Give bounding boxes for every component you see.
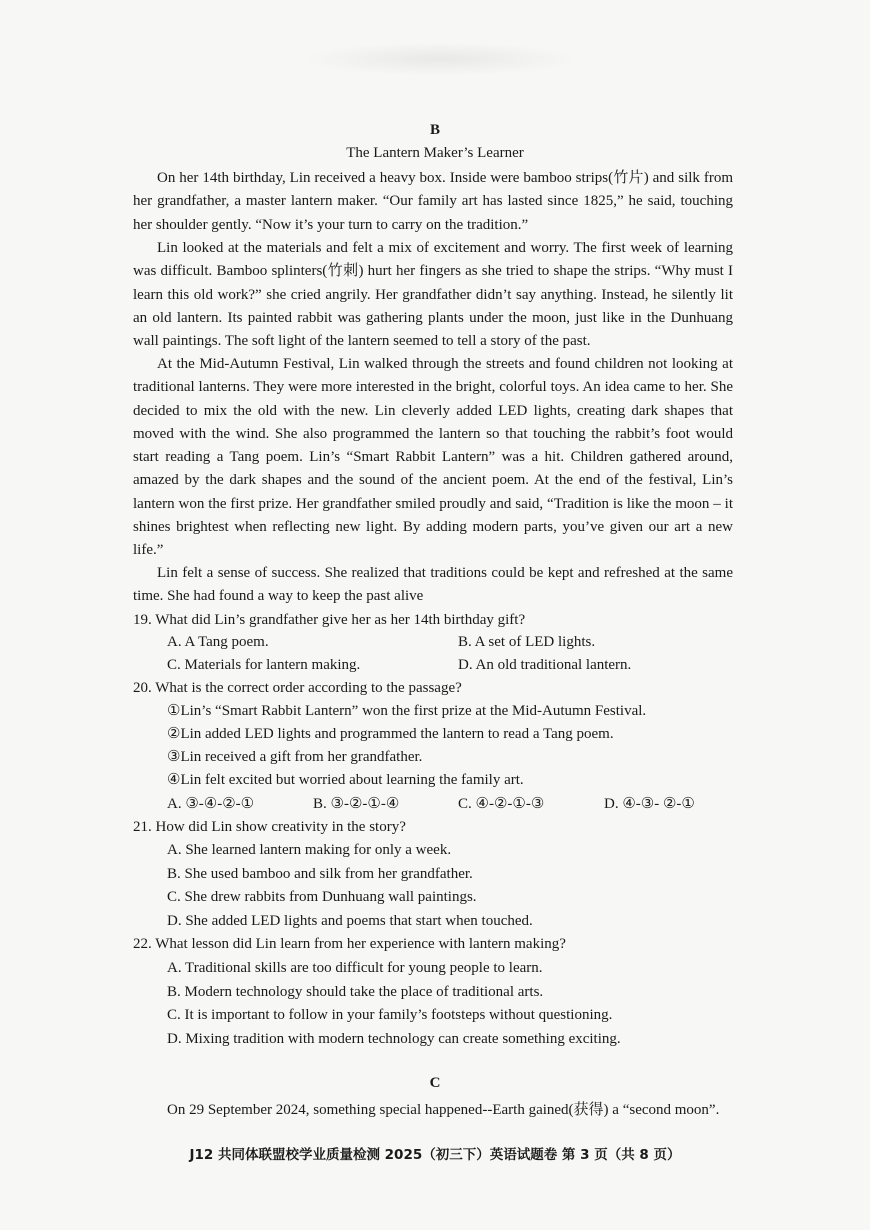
section-c-first-line: On 29 September 2024, something special happened--Earth gained(获得) a “second moon”. bbox=[167, 1102, 720, 1118]
question-21-option-b: B. She used bamboo and silk from her grandfather. bbox=[167, 866, 473, 882]
question-20-option-d: D. ④-③- ②-① bbox=[604, 796, 695, 812]
section-c-letter: C bbox=[429, 1075, 441, 1091]
question-19-option-d: D. An old traditional lantern. bbox=[458, 657, 632, 673]
question-20-event-2: ②Lin added LED lights and programmed the lantern to read a Tang poem. bbox=[167, 726, 614, 742]
paragraph-3: At the Mid-Autumn Festival, Lin walked through the streets and found children not looking at traditional lanterns. They were more interested in the bright, colorful toys. An idea came to her. She decided to mix the old with the new. Lin cleverly added LED lights, creating dark shapes that moved with the wind. She also programmed the lantern so that touching the rabbit’s foot would start reading a Tang poem. Lin’s “Smart Rabbit Lantern” was a hit. Children gathered around, amazed by the dark shapes and the sound of the ancient poem. At the end of the festival, Lin’s lantern won the first prize. Her grandfather smiled proudly and said, “Tradition is like the moon – it shines brightest when reflecting new light. By adding modern parts, you’ve given our art a new life.” bbox=[133, 356, 733, 559]
question-21-option-a: A. She learned lantern making for only a week. bbox=[167, 842, 452, 858]
question-22-option-c: C. It is important to follow in your family’s footsteps without questioning. bbox=[167, 1007, 613, 1023]
page-footer: J12 共同体联盟校学业质量检测 2025（初三下）英语试题卷 第 3 页（共 8 页） bbox=[189, 1147, 681, 1163]
question-19-option-a: A. A Tang poem. bbox=[167, 634, 269, 650]
paragraph-2: Lin looked at the materials and felt a mix of excitement and worry. The first week of learning was difficult. Bamboo splinters(竹刺) hurt her fingers as she tried to shape the strips. “Why must I learn this old work?” she cried angrily. Her grandfather didn’t say anything. Instead, he silently lit an old lantern. Its painted rabbit was gathering plants under the moon, just like in the Dunhuang wall paintings. The soft light of the lantern seemed to tell a story of the past. bbox=[133, 240, 733, 350]
question-22-option-a: A. Traditional skills are too difficult for young people to learn. bbox=[167, 960, 543, 976]
question-20-option-b: B. ③-②-①-④ bbox=[313, 796, 400, 812]
paragraph-4: Lin felt a sense of success. She realized that traditions could be kept and refreshed at the same time. She had found a way to keep the past alive bbox=[133, 565, 733, 605]
question-19-stem: 19. What did Lin’s grandfather give her as her 14th birthday gift? bbox=[133, 612, 526, 628]
question-21-option-d: D. She added LED lights and poems that start when touched. bbox=[167, 913, 533, 929]
question-20-event-3: ③Lin received a gift from her grandfather. bbox=[167, 749, 423, 765]
question-22-option-d: D. Mixing tradition with modern technology can create something exciting. bbox=[167, 1031, 621, 1047]
question-20-stem: 20. What is the correct order according to the passage? bbox=[133, 680, 462, 696]
question-21-option-c: C. She drew rabbits from Dunhuang wall paintings. bbox=[167, 889, 477, 905]
question-19-option-c: C. Materials for lantern making. bbox=[167, 657, 361, 673]
scan-smudge bbox=[300, 42, 580, 76]
paragraph-1: On her 14th birthday, Lin received a heavy box. Inside were bamboo strips(竹片) and silk from her grandfather, a master lantern maker. “Our family art has lasted since 1825,” he said, touching her shoulder gently. “Now it’s your turn to carry on the tradition.” bbox=[133, 170, 733, 233]
question-21-stem: 21. How did Lin show creativity in the story? bbox=[133, 819, 406, 835]
question-20-option-c: C. ④-②-①-③ bbox=[458, 796, 545, 812]
question-22-option-b: B. Modern technology should take the place of traditional arts. bbox=[167, 984, 544, 1000]
section-b-letter: B bbox=[429, 122, 440, 138]
question-19-option-b: B. A set of LED lights. bbox=[458, 634, 596, 650]
passage-title: The Lantern Maker’s Learner bbox=[346, 145, 524, 161]
question-20-option-a: A. ③-④-②-① bbox=[167, 796, 255, 812]
question-20-event-4: ④Lin felt excited but worried about learning the family art. bbox=[167, 772, 524, 788]
question-22-stem: 22. What lesson did Lin learn from her experience with lantern making? bbox=[133, 936, 566, 952]
question-20-event-1: ①Lin’s “Smart Rabbit Lantern” won the first prize at the Mid-Autumn Festival. bbox=[167, 703, 647, 719]
